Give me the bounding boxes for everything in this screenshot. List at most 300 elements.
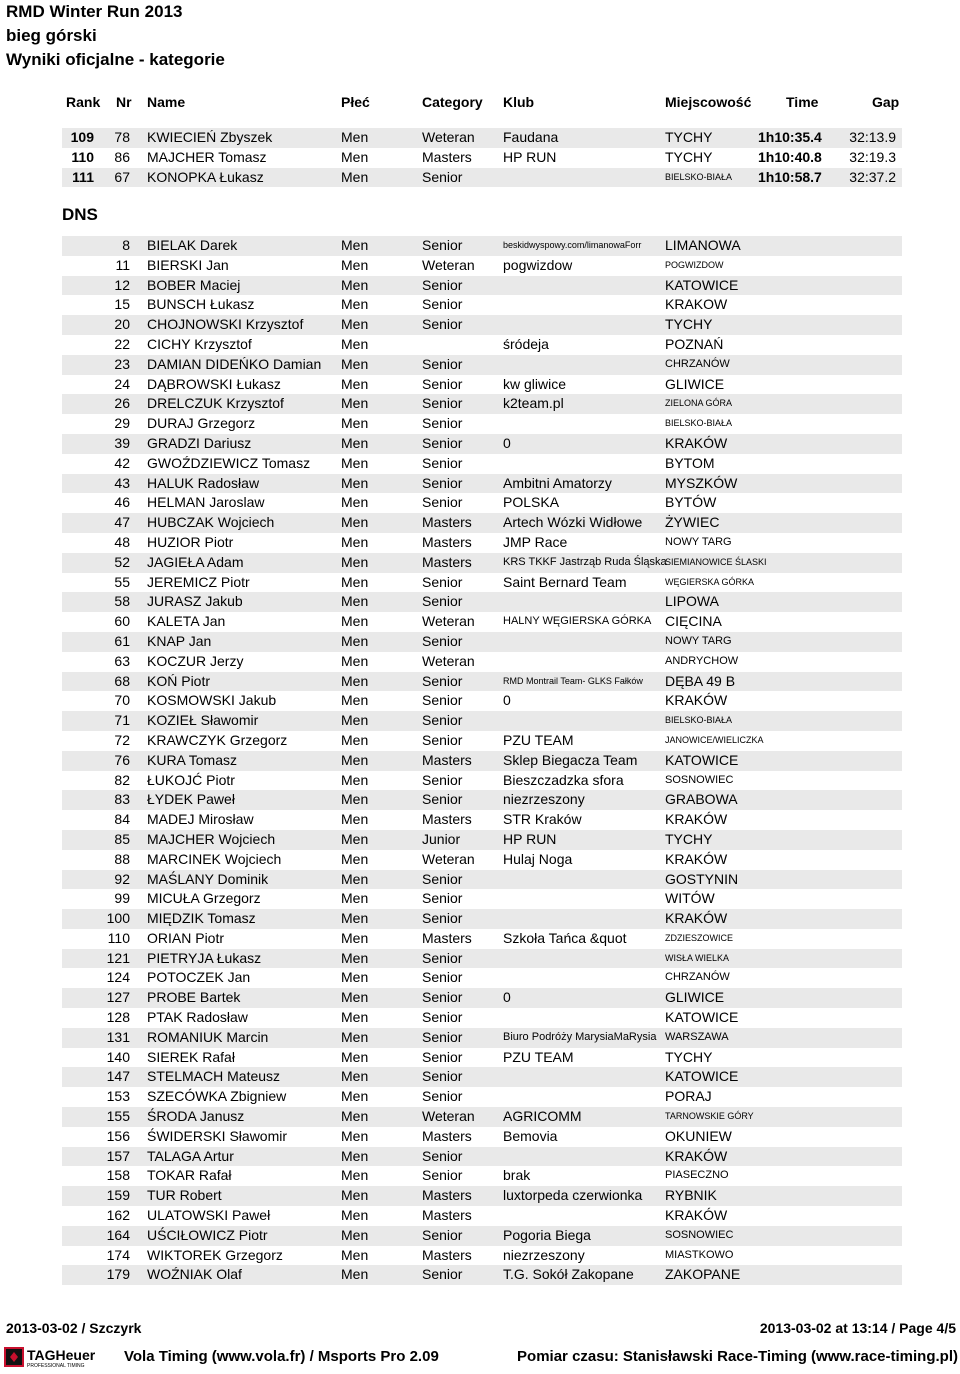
name-cell: ŚRODA Janusz	[147, 1108, 245, 1125]
city-cell: DĘBA 49 B	[665, 672, 736, 689]
dns-row	[62, 988, 902, 1008]
dns-row	[62, 968, 902, 988]
gap-cell: 32:13.9	[849, 129, 896, 145]
name-cell: SIEREK Rafał	[147, 1048, 235, 1065]
category-cell: Senior	[422, 870, 463, 887]
dns-row	[62, 355, 902, 375]
dns-row	[62, 949, 902, 969]
name-cell: JURASZ Jakub	[147, 593, 243, 610]
bib-cell: 86	[114, 148, 130, 165]
name-cell: TALAGA Artur	[147, 1147, 234, 1164]
name-cell: HELMAN Jaroslaw	[147, 494, 265, 511]
bib-cell: 156	[106, 1127, 130, 1144]
name-cell: KONOPKA Łukasz	[147, 168, 264, 185]
name-cell: GRADZI Dariusz	[147, 434, 252, 451]
sex-cell: Men	[341, 474, 369, 491]
club-cell: JMP Race	[503, 533, 568, 550]
dns-row	[62, 1127, 902, 1147]
result-row	[62, 168, 902, 188]
name-cell: CICHY Krzysztof	[147, 335, 252, 352]
dns-row	[62, 870, 902, 890]
bib-cell: 162	[106, 1207, 130, 1224]
club-cell: Biuro Podróży MarysiaMaRysia	[503, 1030, 657, 1043]
club-cell: STR Kraków	[503, 811, 582, 828]
category-cell: Senior	[422, 494, 463, 511]
bib-cell: 24	[114, 375, 130, 392]
category-cell: Masters	[422, 533, 472, 550]
city-cell: TYCHY	[665, 129, 713, 145]
sex-cell: Men	[341, 1167, 369, 1184]
sex-cell: Men	[341, 237, 369, 253]
bib-cell: 42	[114, 454, 130, 471]
bib-cell: 8	[122, 237, 130, 253]
name-cell: ROMANIUK Marcin	[147, 1028, 269, 1045]
sex-cell: Men	[341, 316, 369, 333]
category-cell: Masters	[422, 811, 472, 828]
city-cell: GRABOWA	[665, 791, 738, 808]
club-cell: kw gliwice	[503, 375, 567, 392]
dns-row	[62, 1067, 902, 1087]
category-cell: Senior	[422, 731, 463, 748]
dns-row	[62, 731, 902, 751]
time-cell: 1h10:35.4	[758, 129, 822, 145]
bib-cell: 67	[114, 168, 130, 185]
sex-cell: Men	[341, 751, 369, 768]
dns-row	[62, 751, 902, 771]
name-cell: MADEJ Mirosław	[147, 811, 254, 828]
sex-cell: Men	[341, 129, 369, 145]
city-cell: KRAKÓW	[665, 1147, 728, 1164]
dns-row	[62, 295, 902, 315]
city-cell: KRAKOW	[665, 296, 728, 313]
dns-row	[62, 672, 902, 692]
club-cell: niezrzeszony	[503, 791, 585, 808]
dns-row	[62, 513, 902, 533]
city-cell: RYBNIK	[665, 1187, 717, 1204]
bib-cell: 48	[114, 533, 130, 550]
city-cell: TARNOWSKIE GÓRY	[665, 1111, 754, 1122]
category-cell: Weteran	[422, 129, 475, 145]
category-cell: Senior	[422, 237, 463, 253]
city-cell: KATOWICE	[665, 1009, 739, 1026]
sex-cell: Men	[341, 1266, 369, 1283]
time-cell: 1h10:58.7	[758, 168, 822, 185]
dns-row	[62, 691, 902, 711]
dns-row	[62, 573, 902, 593]
category-cell: Weteran	[422, 256, 475, 273]
dns-table	[62, 236, 902, 1285]
bib-cell: 70	[114, 692, 130, 709]
col-gap: Gap	[872, 94, 900, 110]
name-cell: MIĘDZIK Tomasz	[147, 910, 256, 927]
sex-cell: Men	[341, 969, 369, 986]
bib-cell: 76	[114, 751, 130, 768]
city-cell: KATOWICE	[665, 276, 739, 293]
sex-cell: Men	[341, 1187, 369, 1204]
bib-cell: 61	[114, 632, 130, 649]
bib-cell: 47	[114, 514, 130, 531]
rank-cell: 111	[72, 168, 94, 185]
bib-cell: 140	[106, 1048, 130, 1065]
col-category: Category	[422, 94, 483, 110]
gap-cell: 32:37.2	[849, 168, 896, 185]
sex-cell: Men	[341, 593, 369, 610]
sex-cell: Men	[341, 573, 369, 590]
sex-cell: Men	[341, 375, 369, 392]
dns-row	[62, 454, 902, 474]
bib-cell: 63	[114, 652, 130, 669]
city-cell: BIELSKO-BIAŁA	[665, 171, 733, 182]
city-cell: WITÓW	[665, 890, 715, 907]
dns-row	[62, 414, 902, 434]
dns-row	[62, 612, 902, 632]
sex-cell: Men	[341, 1088, 369, 1105]
name-cell: CHOJNOWSKI Krzysztof	[147, 316, 304, 333]
name-cell: MAJCHER Tomasz	[147, 148, 267, 165]
col-sex: Płeć	[341, 94, 370, 110]
bib-cell: 60	[114, 613, 130, 630]
club-cell: AGRICOMM	[503, 1108, 582, 1125]
category-cell: Senior	[422, 1167, 463, 1184]
club-cell: niezrzeszony	[503, 1246, 585, 1263]
name-cell: ULATOWSKI Paweł	[147, 1207, 271, 1224]
dns-row	[62, 929, 902, 949]
city-cell: TYCHY	[665, 316, 713, 333]
column-header	[0, 94, 960, 114]
category-cell: Senior	[422, 989, 463, 1006]
bib-cell: 174	[106, 1246, 130, 1263]
name-cell: GWOŹDZIEWICZ Tomasz	[147, 454, 311, 471]
dns-row	[62, 375, 902, 395]
dns-row	[62, 1226, 902, 1246]
footer-date-place: 2013-03-02 / Szczyrk	[6, 1320, 142, 1336]
club-cell: k2team.pl	[503, 395, 564, 412]
club-cell: Ambitni Amatorzy	[503, 474, 612, 491]
col-city: Miejscowość	[665, 94, 752, 110]
dns-row	[62, 394, 902, 414]
dns-row	[62, 236, 902, 256]
name-cell: ŚWIDERSKI Sławomir	[147, 1127, 288, 1144]
name-cell: DRELCZUK Krzysztof	[147, 395, 284, 412]
club-cell: 0	[503, 989, 511, 1006]
page-subtitle: Wyniki oficjalne - kategorie	[6, 50, 225, 69]
category-cell: Masters	[422, 553, 472, 570]
sex-cell: Men	[341, 989, 369, 1006]
col-rank: Rank	[66, 94, 101, 110]
sex-cell: Men	[341, 1127, 369, 1144]
logo-sub: PROFESSIONAL TIMING	[27, 1363, 85, 1368]
name-cell: MARCINEK Wojciech	[147, 850, 282, 867]
city-cell: CHRZANÓW	[665, 357, 730, 370]
city-cell: BIELSKO-BIAŁA	[665, 715, 733, 726]
city-cell: MIASTKOWO	[665, 1248, 734, 1261]
name-cell: MAJCHER Wojciech	[147, 830, 276, 847]
dns-row	[62, 850, 902, 870]
name-cell: HUZIOR Piotr	[147, 533, 234, 550]
bib-cell: 179	[106, 1266, 130, 1283]
category-cell: Masters	[422, 1187, 472, 1204]
bib-cell: 131	[106, 1028, 130, 1045]
bib-cell: 26	[114, 395, 130, 412]
category-cell: Senior	[422, 434, 463, 451]
name-cell: KOŃ Piotr	[147, 672, 211, 689]
city-cell: KATOWICE	[665, 1068, 739, 1085]
dns-row	[62, 493, 902, 513]
category-cell: Senior	[422, 573, 463, 590]
name-cell: BUNSCH Łukasz	[147, 296, 255, 313]
sex-cell: Men	[341, 850, 369, 867]
sex-cell: Men	[341, 1207, 369, 1224]
col-name: Name	[147, 94, 186, 110]
category-cell: Masters	[422, 148, 472, 165]
result-row	[62, 128, 902, 148]
dns-row	[62, 1246, 902, 1266]
timing-credit: Pomiar czasu: Stanisławski Race-Timing (www.race-timing.pl)	[517, 1348, 958, 1365]
result-row	[62, 148, 902, 168]
city-cell: SIEMIANOWICE ŚLASKI	[665, 556, 767, 567]
dns-row	[62, 1265, 902, 1285]
club-cell: T.G. Sokół Zakopane	[503, 1266, 634, 1283]
dns-row	[62, 1206, 902, 1226]
club-cell: śródeja	[503, 335, 549, 352]
city-cell: MYSZKÓW	[665, 474, 738, 491]
name-cell: WIKTOREK Grzegorz	[147, 1246, 283, 1263]
bib-cell: 15	[114, 296, 130, 313]
city-cell: KRAKÓW	[665, 811, 728, 828]
category-cell: Senior	[422, 1068, 463, 1085]
city-cell: WISŁA WIELKA	[665, 952, 730, 963]
sex-cell: Men	[341, 613, 369, 630]
sex-cell: Men	[341, 1028, 369, 1045]
category-cell: Senior	[422, 1048, 463, 1065]
dns-row	[62, 533, 902, 553]
category-cell: Senior	[422, 712, 463, 729]
bib-cell: 71	[114, 712, 130, 729]
col-nr: Nr	[116, 94, 132, 110]
bib-cell: 43	[114, 474, 130, 491]
footer	[0, 1320, 960, 1338]
city-cell: NOWY TARG	[665, 535, 732, 548]
club-cell: 0	[503, 692, 511, 709]
city-cell: KRAKÓW	[665, 1207, 728, 1224]
category-cell: Masters	[422, 751, 472, 768]
sex-cell: Men	[341, 692, 369, 709]
club-cell: PZU TEAM	[503, 731, 574, 748]
city-cell: TYCHY	[665, 830, 713, 847]
sex-cell: Men	[341, 415, 369, 432]
name-cell: PIETRYJA Łukasz	[147, 949, 262, 966]
col-club: Klub	[503, 94, 535, 110]
dns-row	[62, 315, 902, 335]
bib-cell: 147	[106, 1068, 130, 1085]
bib-cell: 55	[114, 573, 130, 590]
sex-cell: Men	[341, 830, 369, 847]
city-cell: ANDRYCHOW	[665, 654, 739, 667]
sex-cell: Men	[341, 870, 369, 887]
bib-cell: 121	[106, 949, 130, 966]
city-cell: CIĘCINA	[665, 613, 722, 630]
city-cell: LIMANOWA	[665, 237, 741, 253]
sex-cell: Men	[341, 929, 369, 946]
club-cell: Sklep Biegacza Team	[503, 751, 638, 768]
bib-cell: 159	[106, 1187, 130, 1204]
city-cell: KATOWICE	[665, 751, 739, 768]
time-cell: 1h10:40.8	[758, 148, 822, 165]
bib-cell: 155	[106, 1108, 130, 1125]
name-cell: MICUŁA Grzegorz	[147, 890, 261, 907]
category-cell: Senior	[422, 1147, 463, 1164]
sex-cell: Men	[341, 1048, 369, 1065]
category-cell: Senior	[422, 355, 463, 372]
bib-cell: 92	[114, 870, 130, 887]
name-cell: BIERSKI Jan	[147, 256, 229, 273]
category-cell: Senior	[422, 1266, 463, 1283]
bib-cell: 20	[114, 316, 130, 333]
name-cell: POTOCZEK Jan	[147, 969, 251, 986]
club-cell: Pogoria Biega	[503, 1226, 591, 1243]
dns-row	[62, 474, 902, 494]
city-cell: GLIWICE	[665, 375, 725, 392]
club-cell: pogwizdow	[503, 256, 573, 273]
city-cell: TYCHY	[665, 148, 713, 165]
rank-cell: 110	[71, 148, 94, 165]
category-cell: Senior	[422, 1226, 463, 1243]
club-cell: Bemovia	[503, 1127, 558, 1144]
dns-row	[62, 830, 902, 850]
footer-page-info: 2013-03-02 at 13:14 / Page 4/5	[759, 1320, 956, 1336]
dns-row	[62, 1186, 902, 1206]
name-cell: ŁYDEK Paweł	[147, 791, 235, 808]
dns-row	[62, 771, 902, 791]
city-cell: OKUNIEW	[665, 1127, 732, 1144]
dns-row	[62, 1166, 902, 1186]
city-cell: CHRZANÓW	[665, 971, 730, 984]
club-cell: HP RUN	[503, 830, 557, 847]
city-cell: KRAKÓW	[665, 434, 728, 451]
sex-cell: Men	[341, 148, 369, 165]
club-cell: 0	[503, 434, 511, 451]
dns-row	[62, 909, 902, 929]
sex-cell: Men	[341, 890, 369, 907]
name-cell: STELMACH Mateusz	[147, 1068, 281, 1085]
name-cell: HALUK Radosław	[147, 474, 260, 491]
bib-cell: 46	[114, 494, 130, 511]
name-cell: PTAK Radosław	[147, 1009, 248, 1026]
category-cell: Weteran	[422, 1108, 475, 1125]
dns-row	[62, 790, 902, 810]
category-cell: Senior	[422, 890, 463, 907]
category-cell: Senior	[422, 276, 463, 293]
category-cell: Senior	[422, 969, 463, 986]
name-cell: DĄBROWSKI Łukasz	[147, 375, 281, 392]
name-cell: KOCZUR Jerzy	[147, 652, 244, 669]
name-cell: JAGIEŁA Adam	[147, 553, 244, 570]
category-cell: Senior	[422, 949, 463, 966]
name-cell: TUR Robert	[147, 1187, 222, 1204]
dns-row	[62, 1028, 902, 1048]
category-cell: Senior	[422, 375, 463, 392]
dns-row	[62, 889, 902, 909]
club-cell: Artech Wózki Widłowe	[503, 514, 643, 531]
sex-cell: Men	[341, 454, 369, 471]
city-cell: GOSTYNIN	[665, 870, 739, 887]
category-cell: Senior	[422, 1088, 463, 1105]
sex-cell: Men	[341, 1246, 369, 1263]
name-cell: DAMIAN DIDEŃKO Damian	[147, 355, 322, 372]
category-cell: Masters	[422, 1246, 472, 1263]
category-cell: Junior	[422, 830, 461, 847]
sex-cell: Men	[341, 514, 369, 531]
bib-cell: 82	[114, 771, 130, 788]
city-cell: KRAKÓW	[665, 692, 728, 709]
category-cell: Senior	[422, 771, 463, 788]
sex-cell: Men	[341, 811, 369, 828]
city-cell: NOWY TARG	[665, 634, 732, 647]
bib-cell: 84	[114, 811, 130, 828]
category-cell: Senior	[422, 168, 463, 185]
name-cell: MAŚLANY Dominik	[147, 870, 269, 887]
name-cell: TOKAR Rafał	[147, 1167, 232, 1184]
category-cell: Senior	[422, 415, 463, 432]
club-cell: HP RUN	[503, 148, 557, 165]
club-cell: POLSKA	[503, 494, 560, 511]
category-cell: Senior	[422, 910, 463, 927]
bib-cell: 157	[106, 1147, 130, 1164]
city-cell: GLIWICE	[665, 989, 725, 1006]
sex-cell: Men	[341, 791, 369, 808]
club-cell: Hulaj Noga	[503, 850, 573, 867]
name-cell: UŚCIŁOWICZ Piotr	[147, 1226, 268, 1243]
category-cell: Senior	[422, 791, 463, 808]
dns-row	[62, 276, 902, 296]
bib-cell: 110	[107, 929, 130, 946]
category-cell: Senior	[422, 1028, 463, 1045]
city-cell: SOSNOWIEC	[665, 773, 734, 786]
city-cell: ZAKOPANE	[665, 1266, 741, 1283]
sex-cell: Men	[341, 652, 369, 669]
bib-cell: 68	[114, 672, 130, 689]
city-cell: KRAKÓW	[665, 910, 728, 927]
bib-cell: 39	[114, 434, 130, 451]
bib-cell: 58	[114, 593, 130, 610]
city-cell: BYTOM	[665, 454, 715, 471]
bib-cell: 100	[106, 910, 130, 927]
name-cell: BIELAK Darek	[147, 237, 238, 253]
category-cell: Masters	[422, 514, 472, 531]
sex-cell: Men	[341, 296, 369, 313]
dns-row	[62, 652, 902, 672]
logo-text: TAGHeuer	[27, 1347, 96, 1363]
sex-cell: Men	[341, 1147, 369, 1164]
col-time: Time	[786, 94, 819, 110]
club-cell: Faudana	[503, 129, 559, 145]
city-cell: ZDZIESZOWICE	[665, 932, 733, 943]
category-cell: Weteran	[422, 850, 475, 867]
club-cell: RMD Montrail Team- GLKS Fałków	[503, 675, 643, 686]
category-cell: Senior	[422, 395, 463, 412]
city-cell: PIASECZNO	[665, 1169, 729, 1182]
race-title: bieg górski	[6, 26, 97, 45]
sex-cell: Men	[341, 712, 369, 729]
category-cell: Senior	[422, 454, 463, 471]
city-cell: SOSNOWIEC	[665, 1228, 734, 1241]
dns-row	[62, 592, 902, 612]
bib-cell: 158	[106, 1167, 130, 1184]
category-cell: Senior	[422, 316, 463, 333]
name-cell: SZECÓWKA Zbigniew	[147, 1088, 287, 1105]
bib-cell: 83	[114, 791, 130, 808]
dns-row	[62, 1147, 902, 1167]
